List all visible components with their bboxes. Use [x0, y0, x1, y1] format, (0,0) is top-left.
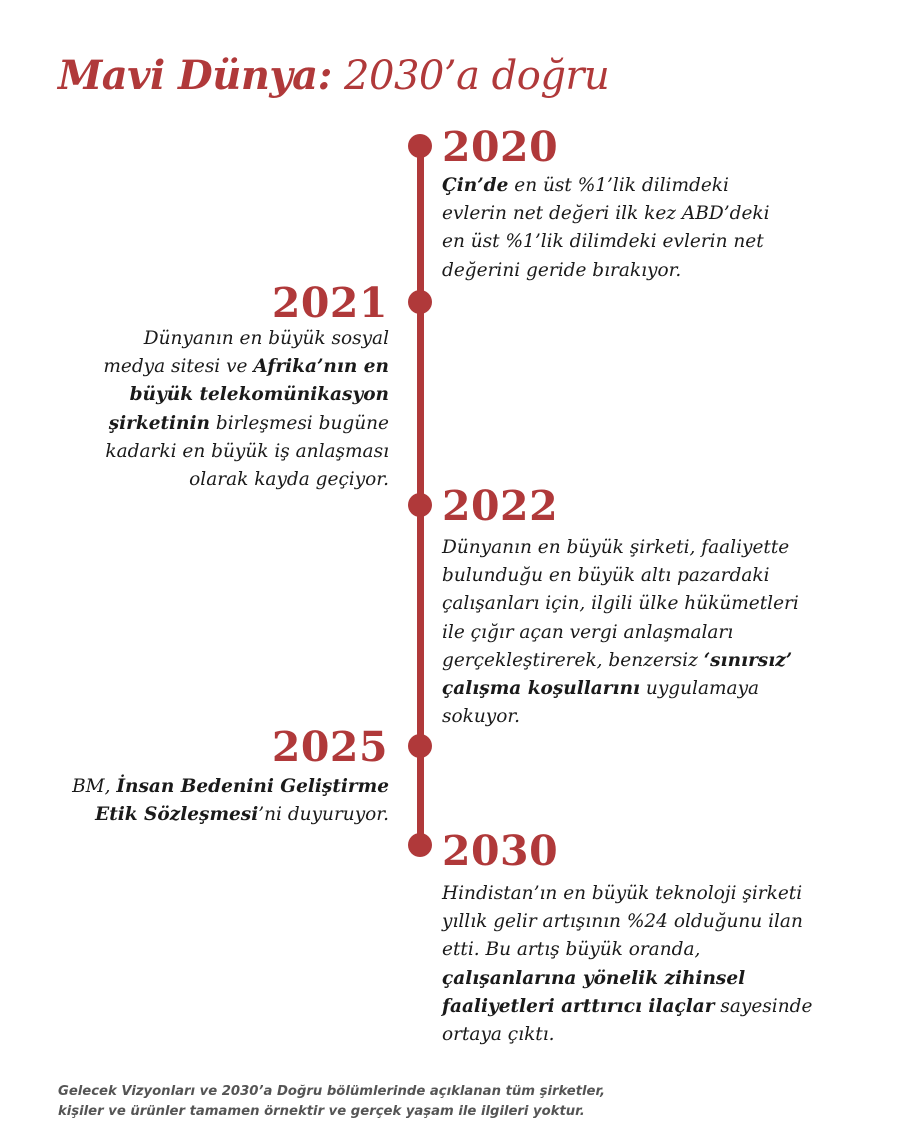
event-line: çalışma koşullarını uygulamaya: [442, 678, 760, 700]
timeline-dot-2025: [408, 734, 432, 758]
event-2021-text: [9, 325, 389, 494]
event-line: BM, İnsan Bedenini Geliştirme: [72, 776, 389, 797]
timeline-dot-2021: [408, 290, 432, 314]
footnote-line: Gelecek Vizyonları ve 2030’a Doğru bölümlerinde açıklanan tüm şirketler,: [58, 1084, 606, 1099]
event-line: Etik Sözleşmesi’ni duyuruyor.: [95, 804, 389, 826]
event-line: etti. Bu artış büyük oranda,: [442, 939, 701, 961]
year-2021: 2021: [271, 279, 388, 327]
title-rest: 2030’a doğru: [331, 53, 610, 99]
event-2020-text: [442, 172, 882, 285]
event-line: faaliyetleri arttırıcı ilaçlar sayesinde: [442, 995, 813, 1017]
event-line: olarak kayda geçiyor.: [189, 469, 389, 491]
timeline-dot-2020: [408, 134, 432, 158]
event-line: Hindistan’ın en büyük teknoloji şirketi: [442, 883, 803, 904]
title-bold: Mavi Dünya:: [58, 52, 332, 99]
event-line: büyük telekomünikasyon: [129, 384, 389, 406]
event-line: medya sitesi ve Afrika’nın en: [103, 356, 389, 378]
event-line: sokuyor.: [442, 706, 521, 728]
event-line: Dünyanın en büyük şirketi, faaliyette: [442, 537, 790, 558]
timeline-dot-2022: [408, 493, 432, 517]
year-2025: 2025: [271, 723, 388, 771]
event-line: ile çığır açan vergi anlaşmaları: [442, 621, 734, 643]
event-2030-text: [442, 880, 882, 1049]
disclaimer-footnote: [58, 1082, 605, 1122]
event-line: evlerin net değeri ilk kez ABD’deki: [442, 203, 770, 225]
event-line: en üst %1’lik dilimdeki evlerin net: [442, 231, 764, 253]
event-line: çalışanları için, ilgili ülke hükümetleri: [442, 593, 799, 615]
event-line: çalışanlarına yönelik zihinsel: [442, 967, 746, 989]
event-line: kadarki en büyük iş anlaşması: [105, 440, 389, 462]
event-line: ortaya çıktı.: [442, 1024, 555, 1046]
event-line: değerini geride bırakıyor.: [442, 259, 682, 281]
timeline-dot-2030: [408, 833, 432, 857]
event-2022-text: [442, 534, 882, 731]
event-line: Çin’de en üst %1’lik dilimdeki: [442, 175, 729, 196]
event-line: yıllık gelir artışının %24 olduğunu ilan: [442, 911, 803, 933]
year-2020: 2020: [442, 123, 559, 171]
event-line: Dünyanın en büyük sosyal: [143, 328, 389, 349]
year-2022: 2022: [442, 482, 559, 530]
page-title: [58, 52, 609, 99]
event-line: gerçekleştirerek, benzersiz ‘sınırsız’: [442, 649, 793, 671]
event-line: şirketinin birleşmesi bugüne: [108, 412, 389, 434]
event-line: bulunduğu en büyük altı pazardaki: [442, 565, 770, 587]
event-2025-text: [9, 773, 389, 829]
year-2030: 2030: [442, 827, 559, 875]
footnote-line: kişiler ve ürünler tamamen örnektir ve gerçek yaşam ile ilgileri yoktur.: [58, 1104, 585, 1119]
